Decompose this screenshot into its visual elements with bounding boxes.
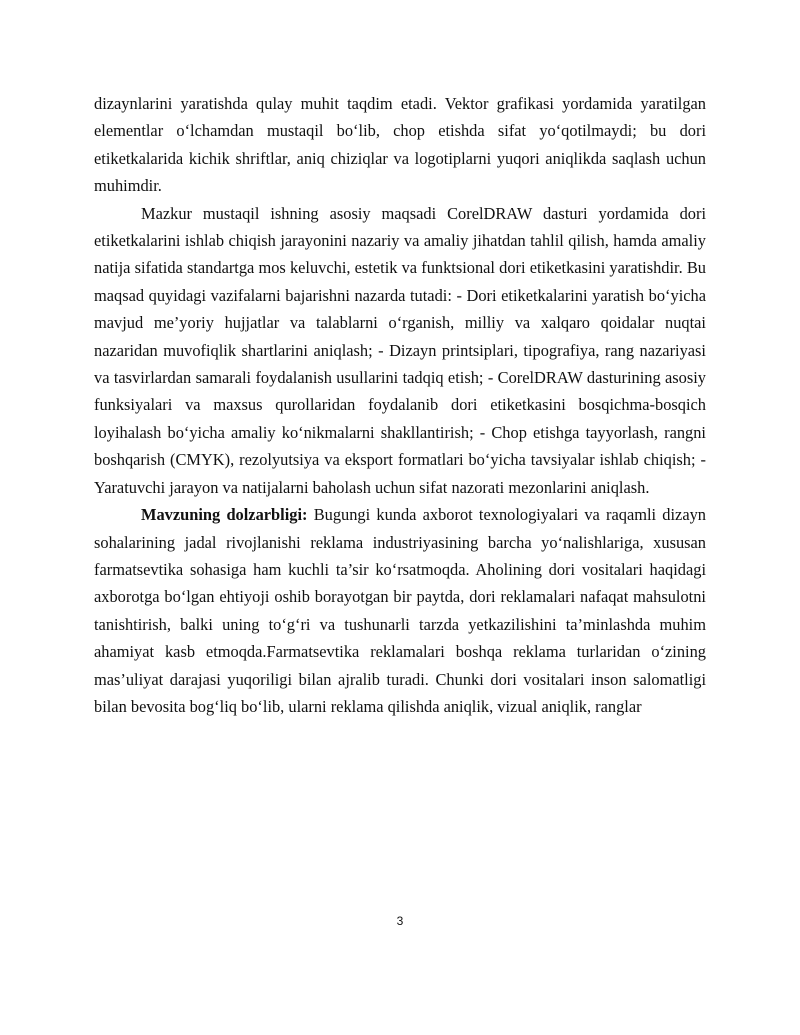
paragraph-intro-continuation: dizaynlarini yaratishda qulay muhit taqdim etadi. Vektor grafikasi yordamida yaratilgan elementlar o‘lchamdan mustaqil bo‘lib, chop etishda sifat yo‘qotilmaydi; bu dori etiketkalarida kichik shriftlar, aniq chiziqlar va logotiplarni yuqori aniqlikda saqlash uchun muhimdir. xyxy=(94,94,706,196)
paragraph-relevance-text: Bugungi kunda axborot texnologiyalari va raqamli dizayn sohalarining jadal rivojlanishi reklama industriyasining barcha yo‘nalishlariga, xususan farmatsevtika sohasiga ham kuchli ta’sir ko‘rsatmoqda. Aholining dori vositalari haqidagi axborotga bo‘lgan ehtiyoji oshib borayotgan bir paytda, dori reklamalari nafaqat mahsulotni tanishtirish, balki uning to‘g‘ri va tushunarli tarzda yetkazilishini ta’minlashda muhim ahamiyat kasb etmoqda.Farmatsevtika reklamalari boshqa reklama turlaridan o‘zining mas’uliyat darajasi yuqoriligi bilan ajralib turadi. Chunki dori vositalari inson salomatligi bilan bevosita bog‘liq bo‘lib, ularni reklama qilishda aniqlik, vizual aniqlik, ranglar xyxy=(94,505,706,716)
document-page xyxy=(94,90,706,720)
paragraph-goal: Mazkur mustaqil ishning asosiy maqsadi CorelDRAW dasturi yordamida dori etiketkalarini ishlab chiqish jarayonini nazariy va amaliy jihatdan tahlil qilish, hamda amaliy natija sifatida standartga mos keluvchi, estetik va funktsional dori etiketkasini yaratishdir. Bu maqsad quyidagi vazifalarni bajarishni nazarda tutadi: - Dori etiketkalarini yaratish bo‘yicha mavjud me’yoriy hujjatlar va talablarni o‘rganish, milliy va xalqaro qoidalar nuqtai nazaridan muvofiqlik shartlarini aniqlash; - Dizayn printsiplari, tipografiya, rang nazariyasi va tasvirlardan samarali foydalanish usullarini tadqiq etish; - CorelDRAW dasturining asosiy funksiyalari va maxsus qurollaridan foydalanib dori etiketkasini bosqichma-bosqich loyihalash bo‘yicha amaliy ko‘nikmalarni shakllantirish; - Chop etishga tayyorlash, rangni boshqarish (CMYK), rezolyutsiya va eksport formatlari bo‘yicha tavsiyalar ishlab chiqish; - Yaratuvchi jarayon va natijalarni baholash uchun sifat nazorati mezonlarini aniqlash. xyxy=(94,203,706,497)
paragraph-relevance xyxy=(94,501,706,720)
section-heading-relevance: Mavzuning dolzarbligi: xyxy=(141,505,308,525)
page-number: 3 xyxy=(396,914,404,928)
